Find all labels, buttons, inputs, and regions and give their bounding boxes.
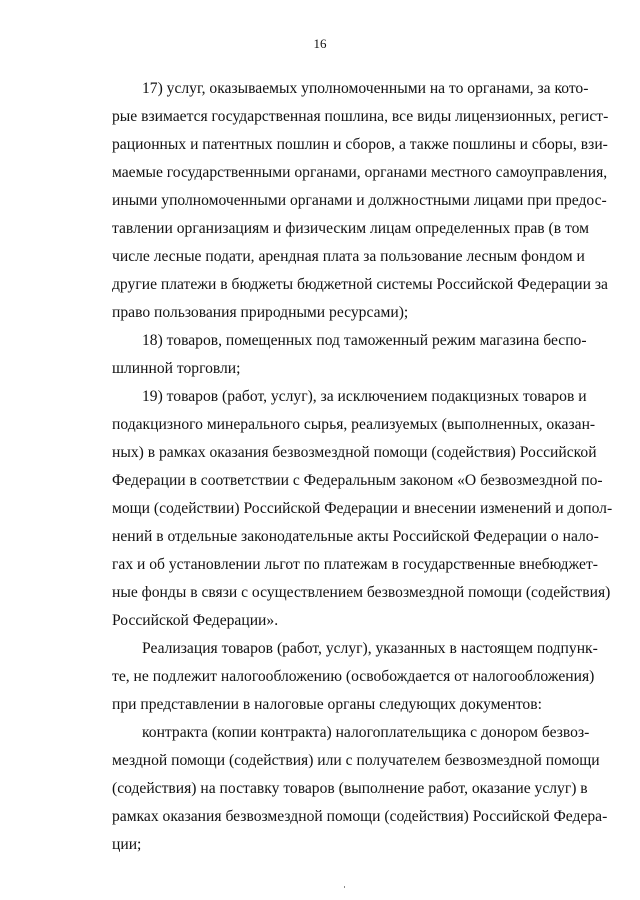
text-line: другие платежи в бюджеты бюджетной системы Российской Федерации за <box>112 276 608 293</box>
text-line: рамках оказания безвозмездной помощи (содействия) Российской Федера- <box>112 808 608 825</box>
text-line: тавлении организациям и физическим лицам определенных прав (в том <box>112 220 589 237</box>
text-line: при представлении в налоговые органы следующих документов: <box>112 696 542 713</box>
text-line: 19) товаров (работ, услуг), за исключением подакцизных товаров и <box>142 388 587 405</box>
text-line: подакцизного минерального сырья, реализуемых (выполненных, оказан- <box>112 416 596 433</box>
text-line: Российской Федерации». <box>112 612 279 629</box>
text-line: шлинной торговли; <box>112 360 241 377</box>
text-line: мощи (содействии) Российской Федерации и внесении изменений и допол- <box>112 500 613 517</box>
text-line: числе лесные подати, арендная плата за пользование лесным фондом и <box>112 248 585 265</box>
text-line: рационных и патентных пошлин и сборов, а также пошлины и сборы, взи- <box>112 136 608 153</box>
text-line: Федерации в соответствии с Федеральным законом «О безвозмездной по- <box>112 472 603 489</box>
text-line: рые взимается государственная пошлина, все виды лицензионных, регист- <box>112 108 609 125</box>
text-line: мездной помощи (содействия) или с получателем безвозмездной помощи <box>112 752 600 769</box>
text-line: 18) товаров, помещенных под таможенный режим магазина беспо- <box>142 332 587 349</box>
text-line: право пользования природными ресурсами); <box>112 304 409 321</box>
text-line: ные фонды в связи с осуществлением безвозмездной помощи (содействия) <box>112 584 611 601</box>
text-line: 17) услуг, оказываемых уполномоченными на то органами, за кото- <box>142 80 589 97</box>
text-line: те, не подлежит налогообложению (освобождается от налогообложения) <box>112 668 595 685</box>
text-line: Реализация товаров (работ, услуг), указанных в настоящем подпунк- <box>142 640 598 657</box>
text-line: ции; <box>112 836 142 853</box>
scan-speck <box>344 886 345 888</box>
text-line: ных) в рамках оказания безвозмездной помощи (содействия) Российской <box>112 444 597 461</box>
page-number: 16 <box>313 36 327 51</box>
text-line: маемые государственными органами, органами местного самоуправления, <box>112 164 608 181</box>
text-line: гах и об установлении льгот по платежам в государственные внебюджет- <box>112 556 598 573</box>
text-line: (содействия) на поставку товаров (выполнение работ, оказание услуг) в <box>112 780 588 797</box>
text-line: контракта (копии контракта) налогоплательщика с донором безвоз- <box>142 724 590 741</box>
text-line: нений в отдельные законодательные акты Российской Федерации о нало- <box>112 528 599 545</box>
text-line: иными уполномоченными органами и должностными лицами при предос- <box>112 192 607 209</box>
